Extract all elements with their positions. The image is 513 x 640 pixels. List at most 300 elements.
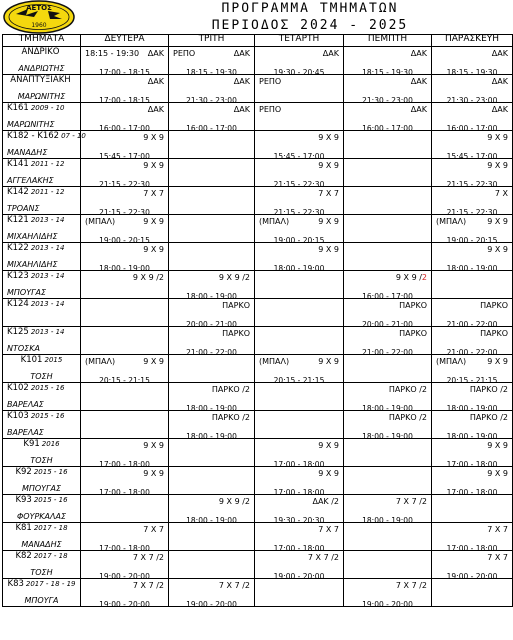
- session-cell-thursday: [344, 327, 432, 355]
- session-time: 17:00 - 18:15: [99, 68, 150, 77]
- team-name: Κ91: [23, 439, 40, 449]
- session-cell-wednesday: [255, 467, 344, 495]
- title-line-2: ΠΕΡΙΟΔΟΣ 2024 - 2025: [211, 18, 409, 33]
- session-cell-friday: [432, 383, 513, 411]
- team-cell: [3, 495, 81, 523]
- team-name: Κ82: [15, 551, 32, 561]
- session-cell-tuesday: [169, 299, 255, 327]
- coach-name: ΤΟΣΗ: [30, 456, 53, 465]
- table-row: [3, 439, 513, 467]
- session-venue: ΔΑΚ: [322, 49, 339, 58]
- table-row: [3, 271, 513, 299]
- session-venue: ΔΑΚ: [410, 105, 427, 114]
- session-venue: 9 Χ 9: [143, 161, 164, 170]
- session-cell-tuesday: [169, 467, 255, 495]
- session-cell-friday: [432, 159, 513, 187]
- team-cell: [3, 523, 81, 551]
- session-cell-thursday: [344, 439, 432, 467]
- session-note: ΡΕΠΟ: [259, 77, 282, 86]
- session-cell-monday: [81, 243, 169, 271]
- session-venue: 9 Χ 9 /2: [132, 273, 164, 282]
- table-row: [3, 47, 513, 75]
- coach-name: ΜΠΟΥΓΑΣ: [7, 288, 47, 297]
- session-venue: 9 Χ 9 /2: [218, 273, 250, 282]
- session-cell-monday: [81, 579, 169, 607]
- coach-name: ΜΑΝΑΔΗΣ: [7, 148, 48, 157]
- session-time: 19:30 - 20:45: [273, 68, 325, 77]
- session-time: 19:00 - 20:15: [273, 236, 325, 245]
- team-name: ΑΝΑΠΤΥΞΙΑΚΗ: [10, 75, 71, 85]
- session-cell-friday: [432, 467, 513, 495]
- session-time: 18:15 - 19:30: [446, 68, 498, 77]
- session-cell-tuesday: [169, 187, 255, 215]
- session-cell-thursday: [344, 383, 432, 411]
- session-time: 21:00 - 22:00: [446, 348, 498, 357]
- coach-name: ΜΑΡΩΝΙΤΗΣ: [17, 92, 66, 101]
- coach-name: ΒΑΡΕΛΑΣ: [7, 400, 44, 409]
- session-time: 21:00 - 22:00: [362, 348, 413, 357]
- session-time: 18:00 - 19:00: [446, 264, 498, 273]
- session-venue: ΔΑΚ /2: [312, 497, 339, 506]
- session-time: 17:00 - 18:00: [446, 488, 498, 497]
- table-row: [3, 103, 513, 131]
- session-note: ΡΕΠΟ: [259, 105, 282, 114]
- session-cell-thursday: [344, 551, 432, 579]
- session-venue: 7 Χ 7 /2: [132, 581, 164, 590]
- session-note: (ΜΠΑΛ): [436, 357, 467, 366]
- session-venue: 9 Χ 9 /: [395, 273, 422, 282]
- session-venue: ΠΑΡΚΟ: [480, 301, 508, 310]
- session-venue: 7 Χ 7: [487, 525, 508, 534]
- session-cell-tuesday: [169, 355, 255, 383]
- session-cell-wednesday: [255, 411, 344, 439]
- team-years: 2015 - 16: [33, 468, 68, 476]
- session-venue: 9 Χ 9: [318, 217, 339, 226]
- team-years: 2015: [44, 356, 63, 364]
- session-venue: ΠΑΡΚΟ /2: [469, 385, 508, 394]
- session-cell-thursday: [344, 159, 432, 187]
- session-time: 19:00 - 20:00: [446, 572, 498, 581]
- session-time: 18:00 - 19:00: [186, 292, 237, 301]
- session-venue: ΠΑΡΚΟ: [222, 301, 250, 310]
- session-venue: 9 Χ 9: [143, 133, 164, 142]
- logo-year: 1960: [31, 22, 47, 29]
- session-venue: 9 Χ 9: [487, 441, 508, 450]
- session-venue: 7 Χ 7: [143, 189, 164, 198]
- session-time: 18:00 - 19:00: [186, 432, 237, 441]
- table-row: [3, 243, 513, 271]
- session-cell-tuesday: [169, 411, 255, 439]
- session-time: 16:00 - 17:00: [362, 292, 413, 301]
- session-venue: 9 Χ 9: [487, 133, 508, 142]
- team-years: 2016: [41, 440, 60, 448]
- team-name: Κ103: [7, 411, 29, 421]
- session-cell-friday: [432, 439, 513, 467]
- session-time: 18:15 - 19:30: [186, 68, 237, 77]
- session-time: 19:00 - 20:15: [446, 236, 498, 245]
- session-time: 21:15 - 22:30: [446, 180, 498, 189]
- team-years: 2015 - 16: [33, 496, 68, 504]
- session-time: 21:00 - 22:00: [186, 348, 237, 357]
- session-time: 18:00 - 19:00: [446, 432, 498, 441]
- session-venue: ΠΑΡΚΟ /2: [388, 385, 427, 394]
- session-time: 16:00 - 17:00: [99, 124, 150, 133]
- session-cell-monday: [81, 355, 169, 383]
- session-time: 21:15 - 22:30: [273, 208, 325, 217]
- session-cell-monday: [81, 467, 169, 495]
- team-years: 2017 - 18: [33, 524, 68, 532]
- session-split-mark: 2: [421, 273, 427, 282]
- session-time: 15:45 - 17:00: [273, 152, 325, 161]
- session-cell-monday: [81, 439, 169, 467]
- session-cell-monday: [81, 131, 169, 159]
- session-cell-friday: [432, 47, 513, 75]
- session-time: 17:00 - 18:00: [99, 460, 150, 469]
- session-cell-monday: [81, 383, 169, 411]
- session-venue: 7 Χ 7 /2: [307, 553, 339, 562]
- col-header-thursday: ΠΕΜΠΤΗ: [344, 35, 432, 47]
- session-cell-friday: [432, 411, 513, 439]
- team-name: ΑΝΔΡΙΚΟ: [21, 47, 60, 57]
- session-cell-monday: [81, 551, 169, 579]
- coach-name: ΑΓΓΕΛΑΚΗΣ: [7, 176, 54, 185]
- coach-name: ΤΟΣΗ: [30, 568, 53, 577]
- session-time: 17:00 - 18:00: [273, 544, 325, 553]
- session-cell-wednesday: [255, 439, 344, 467]
- table-row: [3, 131, 513, 159]
- session-cell-friday: [432, 355, 513, 383]
- session-cell-friday: [432, 495, 513, 523]
- session-venue: 7 Χ 7 /2: [132, 553, 164, 562]
- team-cell: [3, 383, 81, 411]
- session-cell-tuesday: [169, 47, 255, 75]
- session-time: 19:30 - 20:30: [273, 516, 325, 525]
- session-venue: ΔΑΚ: [147, 77, 164, 86]
- col-header-tuesday: ΤΡΙΤΗ: [169, 35, 255, 47]
- session-time: 18:00 - 19:00: [362, 404, 413, 413]
- session-time: 18:00 - 19:00: [99, 264, 150, 273]
- team-years: 2017 - 18: [33, 552, 68, 560]
- team-cell: [3, 75, 81, 103]
- session-cell-monday: [81, 523, 169, 551]
- session-note: (ΜΠΑΛ): [85, 217, 116, 226]
- session-cell-wednesday: [255, 523, 344, 551]
- session-venue: ΔΑΚ: [233, 105, 250, 114]
- session-time: 20:15 - 21:15: [273, 376, 325, 385]
- session-cell-thursday: [344, 299, 432, 327]
- session-venue: 7 Χ 7: [143, 525, 164, 534]
- session-time: 18:15 - 19:30: [362, 68, 413, 77]
- team-cell: [3, 439, 81, 467]
- session-venue: ΠΑΡΚΟ /2: [388, 413, 427, 422]
- session-venue: 7 Χ 7: [318, 189, 339, 198]
- session-time: 21:30 - 23:00: [362, 96, 413, 105]
- session-time: 17:00 - 18:00: [446, 460, 498, 469]
- session-cell-thursday: [344, 215, 432, 243]
- session-cell-thursday: [344, 495, 432, 523]
- session-cell-thursday: [344, 75, 432, 103]
- session-time: 16:00 - 17:00: [446, 124, 498, 133]
- team-years: 2013 - 14: [30, 272, 65, 280]
- session-time: 18:00 - 19:00: [362, 432, 413, 441]
- coach-name: ΤΡΟΑΝΣ: [7, 204, 40, 213]
- team-cell: [3, 131, 86, 159]
- session-time: 21:15 - 22:30: [446, 208, 498, 217]
- session-cell-tuesday: [169, 131, 255, 159]
- team-cell: [3, 271, 81, 299]
- session-cell-friday: [432, 551, 513, 579]
- session-time: 19:00 - 20:00: [99, 600, 150, 609]
- team-cell: [3, 215, 81, 243]
- session-venue: 9 Χ 9: [318, 469, 339, 478]
- team-years: 2013 - 14: [30, 300, 65, 308]
- team-name: Κ124: [7, 299, 29, 309]
- team-name: Κ81: [15, 523, 32, 533]
- session-time: 19:00 - 20:00: [99, 572, 150, 581]
- session-cell-tuesday: [169, 439, 255, 467]
- session-note: 18:15 - 19:30: [85, 49, 140, 58]
- team-years: 2011 - 12: [30, 160, 65, 168]
- session-cell-friday: [432, 299, 513, 327]
- header-row: [3, 35, 513, 47]
- session-time: 16:00 - 17:00: [186, 124, 237, 133]
- session-cell-thursday: [344, 411, 432, 439]
- session-venue: ΔΑΚ: [491, 77, 508, 86]
- session-venue: ΠΑΡΚΟ: [480, 329, 508, 338]
- session-venue: 9 Χ 9: [318, 161, 339, 170]
- col-header-monday: ΔΕΥΤΕΡΑ: [81, 35, 169, 47]
- team-name: Κ125: [7, 327, 29, 337]
- session-cell-friday: [432, 243, 513, 271]
- session-time: 18:00 - 19:00: [186, 516, 237, 525]
- session-cell-wednesday: [255, 495, 344, 523]
- team-years: 2013 - 14: [30, 216, 65, 224]
- table-row: [3, 355, 513, 383]
- session-venue: 9 Χ 9 /2: [218, 497, 250, 506]
- table-row: [3, 215, 513, 243]
- table-row: [3, 299, 513, 327]
- coach-name: ΒΑΡΕΛΑΣ: [7, 428, 44, 437]
- team-cell: [3, 299, 81, 327]
- session-time: 21:30 - 23:00: [446, 96, 498, 105]
- session-venue: ΔΑΚ: [233, 49, 250, 58]
- session-venue: 9 Χ 9: [487, 217, 508, 226]
- session-venue: ΔΑΚ: [233, 77, 250, 86]
- team-years: 2013 - 14: [30, 328, 65, 336]
- session-cell-thursday: [344, 355, 432, 383]
- session-time: 18:00 - 19:00: [362, 516, 413, 525]
- session-venue: ΠΑΡΚΟ: [399, 329, 427, 338]
- session-cell-thursday: [344, 187, 432, 215]
- session-cell-monday: [81, 47, 169, 75]
- session-venue: 7 Χ 7: [487, 553, 508, 562]
- team-name: Κ93: [15, 495, 32, 505]
- session-venue: ΠΑΡΚΟ /2: [211, 413, 250, 422]
- session-cell-thursday: [344, 523, 432, 551]
- team-name: Κ123: [7, 271, 29, 281]
- session-venue: 9 Χ 9: [143, 441, 164, 450]
- session-note: (ΜΠΑΛ): [259, 217, 290, 226]
- session-cell-monday: [81, 103, 169, 131]
- title-line-1: ΠΡΟΓΡΑΜΜΑ ΤΜΗΜΑΤΩΝ: [221, 1, 399, 16]
- session-venue: 9 Χ 9: [143, 217, 164, 226]
- table-row: [3, 467, 513, 495]
- team-cell: [3, 243, 81, 271]
- team-cell: [3, 47, 81, 75]
- team-name: Κ141: [7, 159, 29, 169]
- session-cell-thursday: [344, 103, 432, 131]
- team-years: 2015 - 16: [30, 412, 65, 420]
- session-cell-wednesday: [255, 187, 344, 215]
- session-venue: 7 Χ 7: [318, 525, 339, 534]
- session-time: 20:00 - 21:00: [362, 320, 413, 329]
- session-cell-tuesday: [169, 495, 255, 523]
- session-time: 15:45 - 17:00: [446, 152, 498, 161]
- session-cell-friday: [432, 131, 513, 159]
- team-name: Κ182 - Κ162: [7, 131, 60, 141]
- session-cell-wednesday: [255, 299, 344, 327]
- table-row: [3, 159, 513, 187]
- session-cell-thursday: [344, 243, 432, 271]
- session-venue: 9 Χ 9: [487, 469, 508, 478]
- session-cell-friday: [432, 523, 513, 551]
- session-cell-wednesday: [255, 243, 344, 271]
- session-cell-tuesday: [169, 103, 255, 131]
- team-cell: [3, 103, 81, 131]
- session-venue: 7 Χ 7 /2: [218, 581, 250, 590]
- session-note: ΡΕΠΟ: [173, 49, 196, 58]
- session-note: (ΜΠΑΛ): [85, 357, 116, 366]
- team-years: 2015 - 16: [30, 384, 65, 392]
- team-name: Κ122: [7, 243, 29, 253]
- team-name: Κ121: [7, 215, 29, 225]
- table-row: [3, 551, 513, 579]
- session-venue: 9 Χ 9: [318, 245, 339, 254]
- session-cell-friday: [432, 579, 513, 607]
- session-venue: 9 Χ 9: [143, 357, 164, 366]
- team-name: Κ161: [7, 103, 29, 113]
- session-venue: 9 Χ 9: [143, 469, 164, 478]
- table-row: [3, 411, 513, 439]
- session-venue: 9 Χ 9: [143, 245, 164, 254]
- session-cell-tuesday: [169, 383, 255, 411]
- session-cell-friday: [432, 215, 513, 243]
- coach-name: ΜΑΝΑΔΗΣ: [21, 540, 62, 549]
- session-venue: 9 Χ 9: [318, 441, 339, 450]
- table-row: [3, 75, 513, 103]
- session-time: 19:00 - 20:00: [186, 600, 237, 609]
- session-time: 21:30 - 23:00: [186, 96, 237, 105]
- session-time: 19:00 - 20:00: [362, 600, 413, 609]
- session-cell-wednesday: [255, 47, 344, 75]
- session-cell-thursday: [344, 271, 432, 299]
- team-cell: [3, 159, 81, 187]
- session-cell-wednesday: [255, 551, 344, 579]
- session-cell-friday: [432, 327, 513, 355]
- team-cell: [3, 551, 81, 579]
- session-venue: ΔΑΚ: [491, 105, 508, 114]
- session-time: 15:45 - 17:00: [99, 152, 150, 161]
- session-note: (ΜΠΑΛ): [259, 357, 290, 366]
- logo-text: ΑΕΤΟΣ: [26, 4, 52, 12]
- session-venue: 7 Χ 7 /2: [395, 581, 427, 590]
- session-venue: 9 Χ 9: [487, 161, 508, 170]
- session-cell-wednesday: [255, 75, 344, 103]
- session-time: 17:00 - 18:00: [99, 544, 150, 553]
- session-venue: ΠΑΡΚΟ: [399, 301, 427, 310]
- session-venue: 9 Χ 9: [487, 357, 508, 366]
- session-cell-wednesday: [255, 355, 344, 383]
- team-years: 2013 - 14: [30, 244, 65, 252]
- session-venue: 7 Χ 7 /2: [395, 497, 427, 506]
- session-cell-thursday: [344, 579, 432, 607]
- session-time: 17:00 - 18:00: [273, 460, 325, 469]
- session-time: 18:00 - 19:00: [273, 264, 325, 273]
- session-time: 18:00 - 19:00: [186, 404, 237, 413]
- session-venue: ΠΑΡΚΟ: [222, 329, 250, 338]
- session-cell-monday: [81, 411, 169, 439]
- col-header-teams: ΤΜΗΜΑΤΑ: [3, 35, 81, 47]
- session-cell-tuesday: [169, 159, 255, 187]
- session-time: 17:00 - 18:00: [99, 488, 150, 497]
- session-cell-thursday: [344, 47, 432, 75]
- coach-name: ΜΠΟΥΓΑΣ: [21, 484, 62, 493]
- session-note: (ΜΠΑΛ): [436, 217, 467, 226]
- team-years: 2017 - 18 - 19: [25, 580, 76, 588]
- coach-name: ΑΝΔΡΙΩΤΗΣ: [18, 64, 65, 73]
- table-row: [3, 383, 513, 411]
- session-venue: 9 Χ 9: [487, 245, 508, 254]
- team-years: 07 - 10: [61, 132, 86, 140]
- session-cell-tuesday: [169, 523, 255, 551]
- col-header-wednesday: ΤΕΤΑΡΤΗ: [255, 35, 344, 47]
- session-time: 18:00 - 19:00: [446, 404, 498, 413]
- team-years: 2011 - 12: [30, 188, 65, 196]
- session-cell-wednesday: [255, 103, 344, 131]
- session-time: 16:00 - 17:00: [362, 124, 413, 133]
- club-logo: [2, 0, 76, 34]
- session-cell-tuesday: [169, 75, 255, 103]
- session-cell-wednesday: [255, 579, 344, 607]
- session-cell-tuesday: [169, 271, 255, 299]
- table-row: [3, 495, 513, 523]
- team-cell: [3, 411, 81, 439]
- session-time: 17:00 - 18:00: [446, 544, 498, 553]
- session-cell-friday: [432, 271, 513, 299]
- session-time: 20:15 - 21:15: [446, 376, 498, 385]
- session-time: 19:00 - 20:15: [99, 236, 150, 245]
- coach-name: ΦΟΥΡΚΑΛΑΣ: [16, 512, 67, 521]
- session-cell-friday: [432, 75, 513, 103]
- session-cell-wednesday: [255, 215, 344, 243]
- table-row: [3, 523, 513, 551]
- team-name: Κ92: [15, 467, 32, 477]
- session-time: 21:00 - 22:00: [446, 320, 498, 329]
- session-cell-monday: [81, 495, 169, 523]
- team-name: Κ142: [7, 187, 29, 197]
- team-years: 2009 - 10: [30, 104, 65, 112]
- table-row: [3, 187, 513, 215]
- session-time: 20:15 - 21:15: [99, 376, 150, 385]
- session-cell-monday: [81, 299, 169, 327]
- session-cell-monday: [81, 75, 169, 103]
- session-cell-wednesday: [255, 383, 344, 411]
- team-cell: [3, 467, 81, 495]
- schedule-table: [2, 34, 513, 607]
- coach-name: ΜΑΡΩΝΙΤΗΣ: [7, 120, 55, 129]
- team-cell: [3, 187, 81, 215]
- session-cell-monday: [81, 187, 169, 215]
